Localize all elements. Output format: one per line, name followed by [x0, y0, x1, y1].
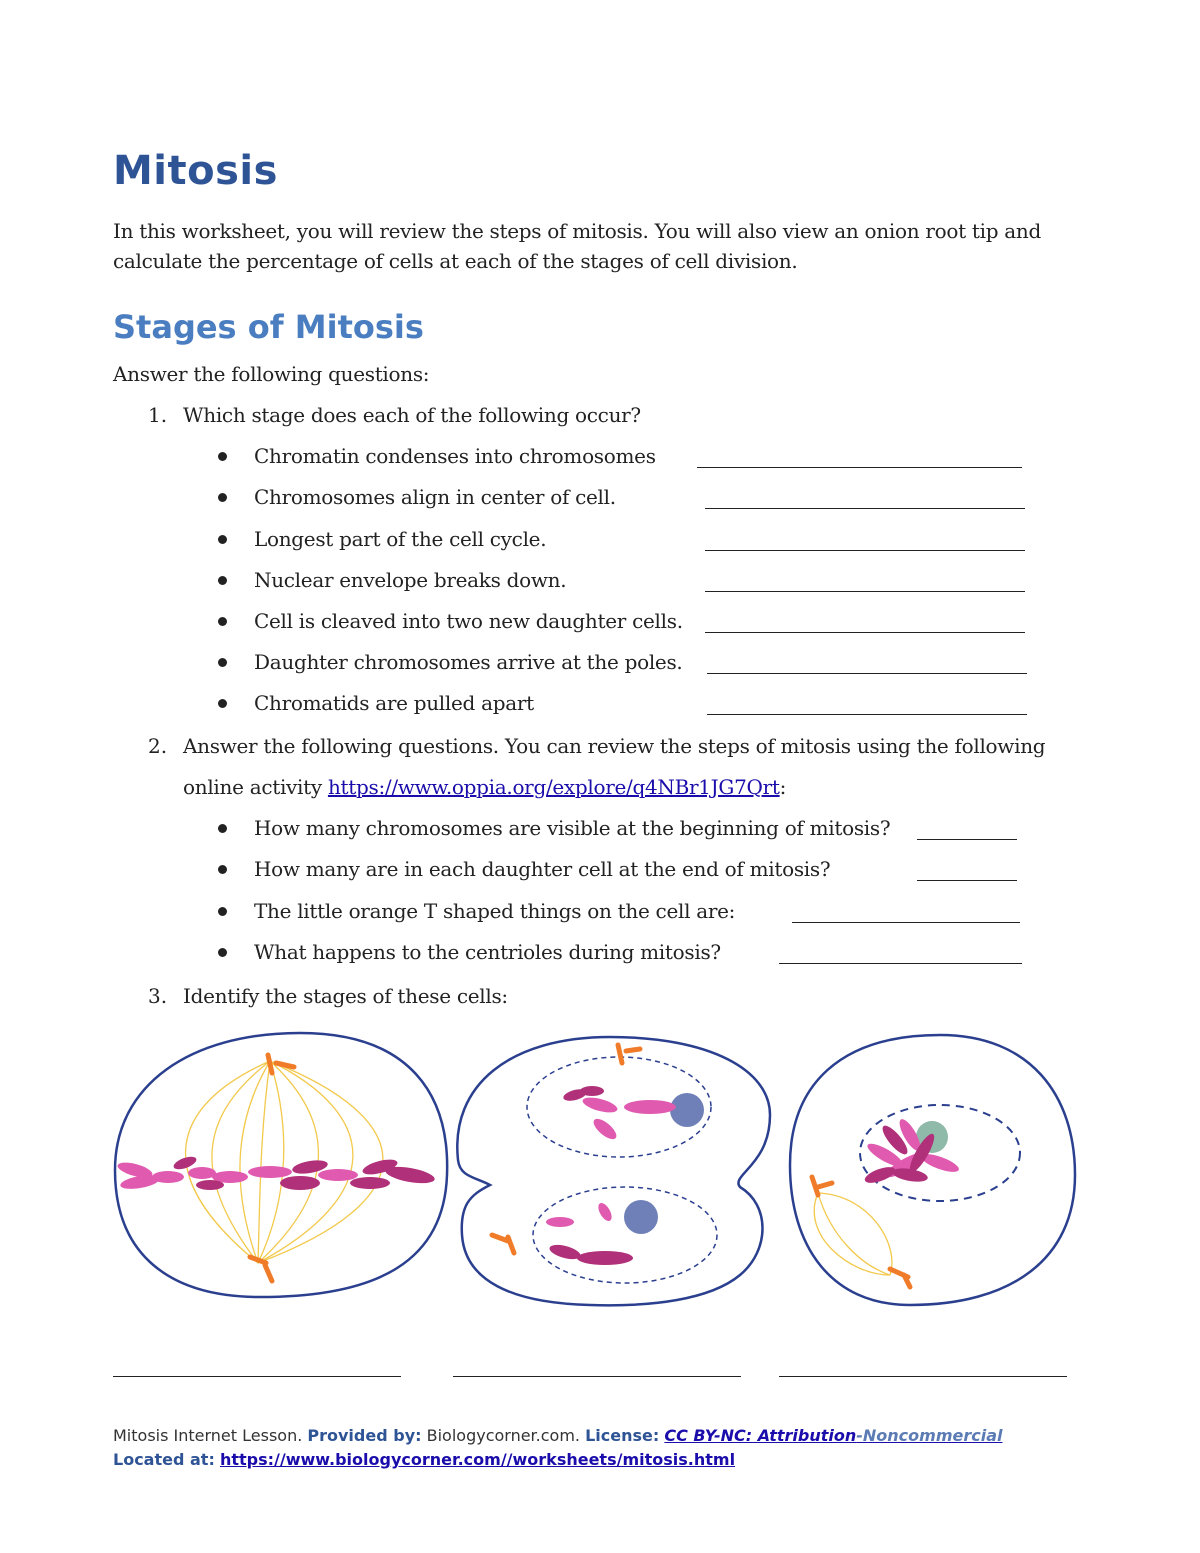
q2-item: The little orange T shaped things on the cell are: — [254, 899, 736, 923]
bullet — [218, 535, 227, 544]
answer-blank[interactable] — [705, 550, 1025, 551]
bullet — [218, 824, 227, 833]
q2-item: How many are in each daughter cell at the end of mitosis? — [254, 857, 831, 881]
cell-prophase — [790, 1035, 1075, 1305]
footer-line-2: Located at: https://www.biologycorner.com//worksheets/mitosis.html — [113, 1450, 736, 1469]
q1-item: Chromosomes align in center of cell. — [254, 485, 616, 509]
bullet — [218, 865, 227, 874]
q1-text: Which stage does each of the following occur? — [183, 403, 641, 427]
bullet — [218, 493, 227, 502]
q1-item: Chromatin condenses into chromosomes — [254, 444, 656, 468]
page-title: Mitosis — [113, 148, 278, 194]
footer-line-1: Mitosis Internet Lesson. Provided by: Biologycorner.com. License: CC BY-NC: Attribution-Noncommercial — [113, 1426, 1003, 1445]
q1-item: Cell is cleaved into two new daughter cells. — [254, 609, 683, 633]
q1-item: Chromatids are pulled apart — [254, 691, 534, 715]
cell-answer-blank[interactable] — [453, 1376, 741, 1377]
answer-blank[interactable] — [707, 714, 1027, 715]
cell-metaphase — [115, 1033, 447, 1297]
q2-text-line2: online activity https://www.oppia.org/explore/q4NBr1JG7Qrt: — [183, 775, 787, 799]
answer-blank[interactable] — [697, 467, 1022, 468]
license-link[interactable]: CC BY-NC: Attribution-Noncommercial — [664, 1426, 1003, 1445]
answer-blank[interactable] — [792, 922, 1020, 923]
bullet — [218, 452, 227, 461]
intro-paragraph: In this worksheet, you will review the steps of mitosis. You will also view an onion root tip and calculate the percentage of cells at each of the stages of cell division. — [113, 219, 1041, 273]
bullet — [218, 658, 227, 667]
q2-item: How many chromosomes are visible at the beginning of mitosis? — [254, 816, 891, 840]
q2-text: Answer the following questions. You can review the steps of mitosis using the following — [183, 734, 1046, 758]
q2-number: 2. — [148, 734, 168, 758]
cell-answer-blank[interactable] — [113, 1376, 401, 1377]
bullet — [218, 617, 227, 626]
answer-blank[interactable] — [707, 673, 1027, 674]
answer-blank[interactable] — [705, 591, 1025, 592]
bullet — [218, 948, 227, 957]
answer-blank[interactable] — [705, 632, 1025, 633]
answer-blank[interactable] — [705, 508, 1025, 509]
answer-blank[interactable] — [917, 880, 1017, 881]
section-heading: Stages of Mitosis — [113, 308, 424, 346]
q2-item: What happens to the centrioles during mitosis? — [254, 940, 721, 964]
answer-blank[interactable] — [917, 839, 1017, 840]
q3-text: Identify the stages of these cells: — [183, 984, 508, 1008]
q3-number: 3. — [148, 984, 168, 1008]
oppia-link[interactable]: https://www.oppia.org/explore/q4NBr1JG7Qrt — [327, 775, 780, 799]
answer-blank[interactable] — [779, 963, 1022, 964]
cell-answer-blank[interactable] — [779, 1376, 1067, 1377]
q1-item: Longest part of the cell cycle. — [254, 527, 547, 551]
prompt-text: Answer the following questions: — [113, 362, 430, 386]
bullet — [218, 699, 227, 708]
source-link[interactable]: https://www.biologycorner.com//worksheets/mitosis.html — [219, 1450, 736, 1469]
bullet — [218, 907, 227, 916]
bullet — [218, 576, 227, 585]
q1-item: Daughter chromosomes arrive at the poles. — [254, 650, 683, 674]
q1-item: Nuclear envelope breaks down. — [254, 568, 567, 592]
mitosis-cells-illustration — [110, 1025, 1080, 1315]
cell-telophase — [457, 1037, 770, 1305]
q1-number: 1. — [148, 403, 168, 427]
